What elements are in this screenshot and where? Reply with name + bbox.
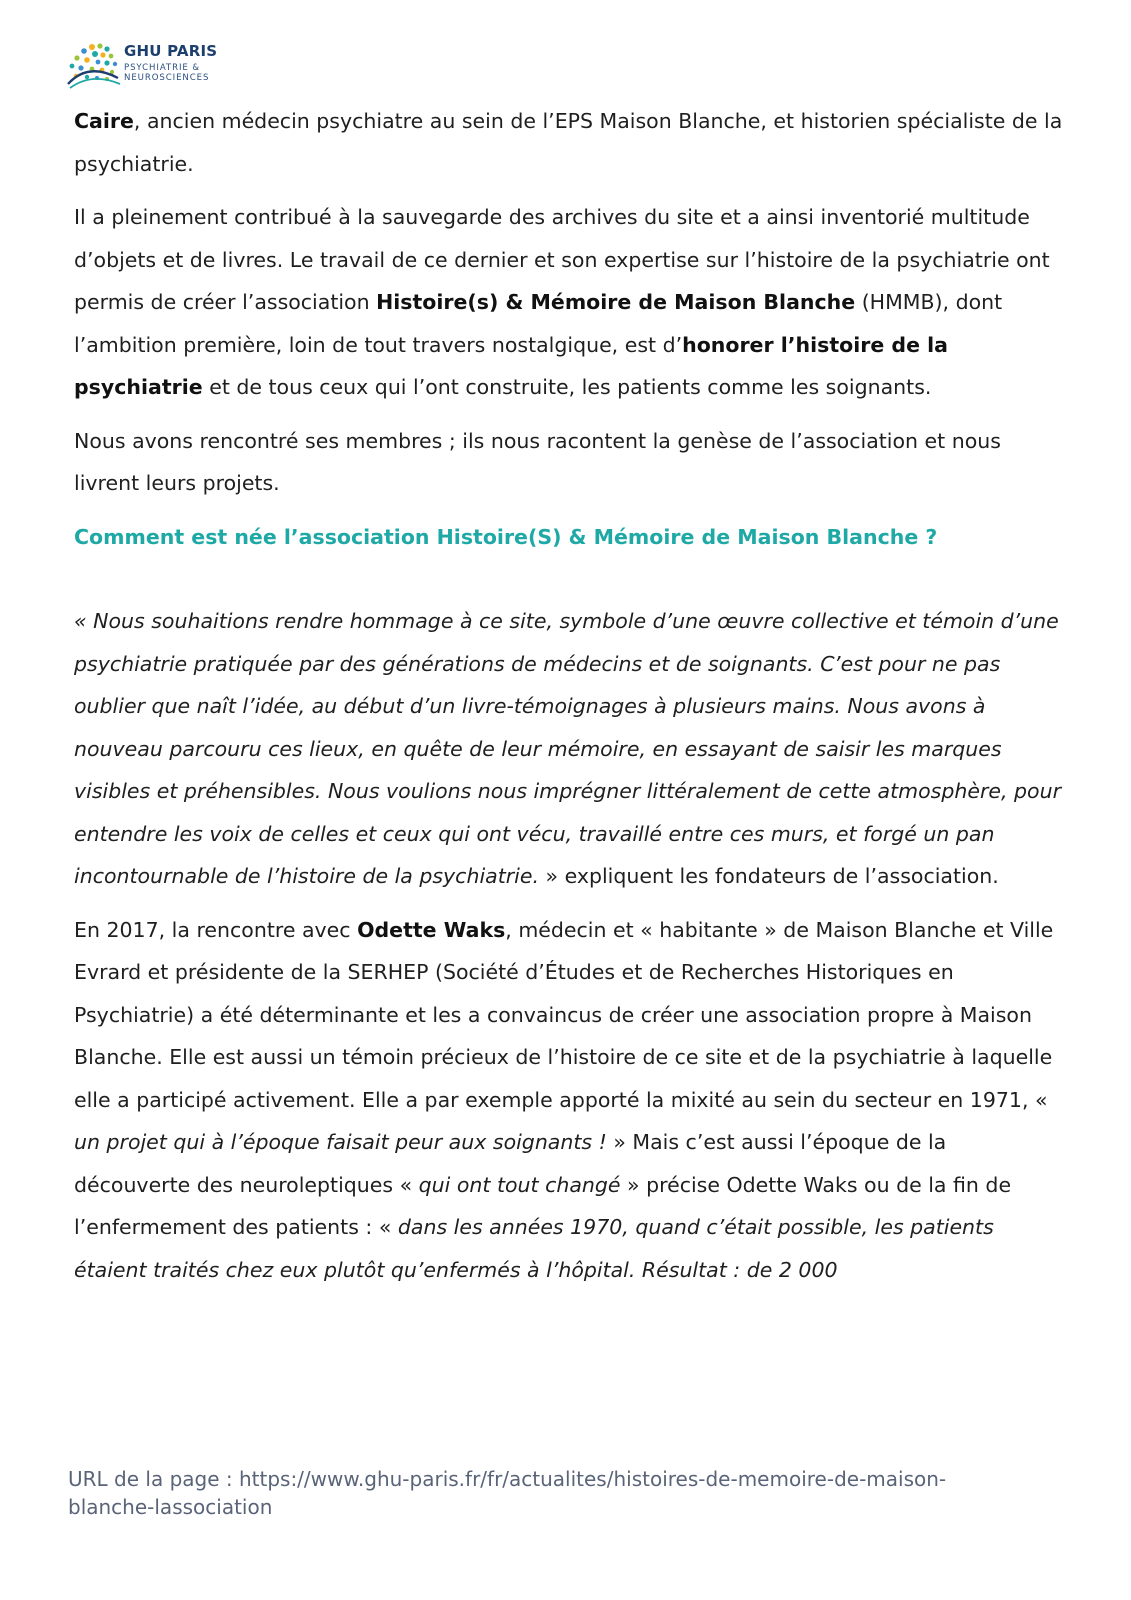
logo-subtitle-1: PSYCHIATRIE &	[124, 63, 200, 73]
paragraph-5-text-2: , médecin et « habitante » de Maison Blanche et Ville Evrard et présidente de la SERHEP (Société d’Études et de Recherches Historiques en Psychiatrie) a été déterminante et les a convaincus de créer une association propre à Maison Blanche. Elle est aussi un témoin précieux de l’histoire de ce site et de la psychiatrie à laquelle elle a participé activement. Elle a par exemple apporté la mixité au sein du secteur en 1971, «	[74, 917, 1054, 1112]
paragraph-2	[74, 196, 1064, 409]
logo-dots-icon	[66, 42, 122, 90]
paragraph-1-text: , ancien médecin psychiatre au sein de l’EPS Maison Blanche, et historien spécialiste de la psychiatrie.	[74, 109, 1063, 176]
paragraph-2-text-2: (HMMB), dont l’ambition première, loin de tout travers nostalgique, est d’	[74, 290, 1003, 357]
quote-mixite: un projet qui à l’époque faisait peur aux soignants !	[74, 1130, 607, 1154]
page-url-footer	[68, 1465, 1058, 1521]
quote-neuroleptiques: qui ont tout changé	[418, 1172, 621, 1197]
quote-founders: « Nous souhaitions rendre hommage à ce site, symbole d’une œuvre collective et témoin d’une psychiatrie pratiquée par des générations de médecins et de soignants. C’est pour ne pas oublier que naît l’idée, au début d’un livre-témoignages à plusieurs mains. Nous avons à nouveau parcouru ces lieux, en quête de leur mémoire, en essayant de saisir les marques visibles et préhensibles. Nous voulions nous imprégner littéralement de cette atmosphère, pour entendre les voix de celles et ceux qui ont vécu, travaillé entre ces murs, et forgé un pan incontournable de l’histoire de la psychiatrie.	[74, 609, 1062, 888]
paragraph-5	[74, 909, 1064, 1292]
bold-honorer: honorer l’histoire de la psychiatrie	[74, 332, 948, 399]
ghu-paris-logo	[66, 42, 236, 90]
paragraph-4-text: » expliquent les fondateurs de l’association.	[539, 864, 999, 888]
footer-url-line-1: URL de la page : https://www.ghu-paris.fr/fr/actualites/histoires-de-memoire-de-maison-	[68, 1467, 947, 1491]
footer-url-line-2: blanche-lassociation	[68, 1495, 273, 1519]
section-heading: Comment est née l’association Histoire(S) & Mémoire de Maison Blanche ?	[74, 524, 938, 549]
paragraph-2-text-3: et de tous ceux qui l’ont construite, les patients comme les soignants.	[202, 375, 932, 399]
quote-enfermement: dans les années 1970, quand c’était possible, les patients étaient traités chez eux plutôt qu’enfermés à l’hôpital. Résultat : de 2 000	[74, 1215, 994, 1282]
logo-subtitle-2: NEUROSCIENCES	[124, 73, 210, 83]
logo-name: GHU PARIS	[124, 42, 218, 60]
paragraph-2-text-1: Il a pleinement contribué à la sauvegarde des archives du site et a ainsi inventorié multitude d’objets et de livres. Le travail de ce dernier et son expertise sur l’histoire de la psychiatrie ont permis de créer l’association	[74, 205, 1050, 314]
spacer	[74, 558, 1064, 600]
bold-caire: Caire	[74, 109, 134, 133]
paragraph-5-text-1: En 2017, la rencontre avec	[74, 917, 358, 942]
bold-odette-waks: Odette Waks	[357, 917, 506, 942]
article-body	[74, 100, 1064, 1291]
bold-association-name: Histoire(s) & Mémoire de Maison Blanche	[376, 290, 856, 314]
paragraph-5-text-4: » précise Odette Waks ou de la fin de l’enfermement des patients : «	[74, 1172, 1012, 1239]
paragraph-3: Nous avons rencontré ses membres ; ils nous racontent la genèse de l’association et nous livrent leurs projets.	[74, 428, 1001, 495]
paragraph-1	[74, 100, 1064, 185]
paragraph-4	[74, 600, 1064, 898]
paragraph-5-text-3: » Mais c’est aussi l’époque de la découverte des neuroleptiques «	[74, 1130, 947, 1197]
